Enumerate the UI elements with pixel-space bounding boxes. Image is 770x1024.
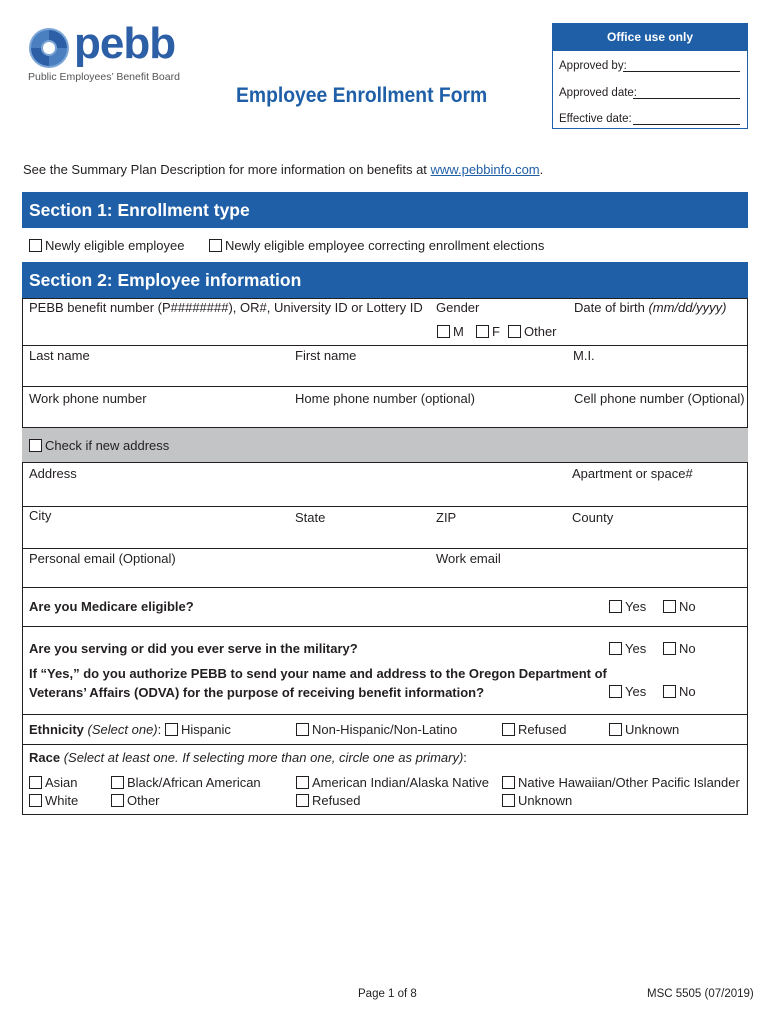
divider <box>22 744 748 745</box>
option-label: Native Hawaiian/Other Pacific Islander <box>518 775 740 790</box>
divider <box>22 548 748 549</box>
military-yes[interactable] <box>609 641 646 656</box>
logo-subtitle: Public Employees’ Benefit Board <box>28 71 180 83</box>
page-title: Employee Enrollment Form <box>236 84 488 107</box>
option-label: Refused <box>518 722 567 737</box>
checkbox[interactable] <box>29 776 42 789</box>
odva-question-line1: If “Yes,” do you authorize PEBB to send your name and address to the Oregon Department of <box>29 666 607 681</box>
option-label: Unknown <box>625 722 680 737</box>
enrollment-newly-eligible[interactable] <box>29 238 184 253</box>
home-phone-label: Home phone number (optional) <box>295 391 475 406</box>
ethnicity-non-hispanic[interactable] <box>296 722 457 737</box>
checkbox[interactable] <box>29 794 42 807</box>
option-label: Non-Hispanic/Non-Latino <box>312 722 458 737</box>
race-native-hawaiian[interactable] <box>502 775 740 790</box>
race-refused[interactable] <box>296 793 360 808</box>
divider <box>22 506 748 507</box>
page-number: Page 1 of 8 <box>358 988 417 1000</box>
option-label: Other <box>127 793 160 808</box>
divider <box>22 714 748 715</box>
option-label: Newly eligible employee <box>45 238 185 253</box>
address-label: Address <box>29 466 77 481</box>
race-other[interactable] <box>111 793 160 808</box>
logo-wordmark: pebb <box>74 19 176 68</box>
race-american-indian[interactable] <box>296 775 489 790</box>
checkbox[interactable] <box>296 723 309 736</box>
divider <box>22 345 748 346</box>
approved-by-label: Approved by: <box>559 60 627 72</box>
option-label: M <box>453 324 464 339</box>
intro-sentence: See the Summary Plan Description for more information on benefits at <box>23 162 431 177</box>
checkbox[interactable] <box>609 723 622 736</box>
ethnicity-hispanic[interactable] <box>165 722 231 737</box>
city-label: City <box>29 508 52 523</box>
option-label: Black/African American <box>127 775 261 790</box>
race-asian[interactable] <box>29 775 78 790</box>
dob-text: Date of birth <box>574 300 645 315</box>
option-label: Unknown <box>518 793 573 808</box>
race-unknown[interactable] <box>502 793 572 808</box>
option-label: F <box>492 324 500 339</box>
section2-header: Section 2: Employee information <box>22 262 748 298</box>
race-label <box>29 750 467 765</box>
checkbox[interactable] <box>609 685 622 698</box>
checkbox[interactable] <box>111 794 124 807</box>
apartment-label: Apartment or space# <box>572 466 693 481</box>
checkbox[interactable] <box>502 794 515 807</box>
checkbox[interactable] <box>476 325 489 338</box>
checkbox[interactable] <box>111 776 124 789</box>
gender-other-option[interactable] <box>508 324 557 339</box>
approved-date-label: Approved date: <box>559 87 638 99</box>
gender-label: Gender <box>436 300 480 315</box>
odva-yes[interactable] <box>609 684 646 699</box>
dob-label <box>574 300 726 315</box>
effective-date-field[interactable] <box>633 124 740 125</box>
work-phone-label: Work phone number <box>29 391 147 406</box>
race-black[interactable] <box>111 775 261 790</box>
checkbox[interactable] <box>508 325 521 338</box>
option-label: White <box>45 793 79 808</box>
checkbox[interactable] <box>502 776 515 789</box>
effective-date-label: Effective date: <box>559 113 632 125</box>
checkbox[interactable] <box>502 723 515 736</box>
option-label: No <box>679 684 696 699</box>
ethnicity-colon: : <box>157 722 162 737</box>
race-title: Race <box>29 750 61 765</box>
zip-label: ZIP <box>436 510 457 525</box>
checkbox[interactable] <box>609 600 622 613</box>
checkbox[interactable] <box>663 685 676 698</box>
pebb-logo-icon <box>27 26 71 70</box>
option-label: Hispanic <box>181 722 231 737</box>
last-name-label: Last name <box>29 348 90 363</box>
gender-m-option[interactable] <box>437 324 464 339</box>
checkbox[interactable] <box>609 642 622 655</box>
option-label: American Indian/Alaska Native <box>312 775 490 790</box>
divider <box>22 626 748 627</box>
section1-header: Section 1: Enrollment type <box>22 192 748 228</box>
new-address-option[interactable] <box>29 438 169 453</box>
mi-label: M.I. <box>573 348 595 363</box>
option-label: Yes <box>625 684 647 699</box>
option-label: Yes <box>625 641 647 656</box>
odva-question-line2: Veterans’ Affairs (ODVA) for the purpose of receiving benefit information? <box>29 685 485 700</box>
approved-date-field[interactable] <box>633 98 740 99</box>
checkbox[interactable] <box>29 239 42 252</box>
medicare-no[interactable] <box>663 599 696 614</box>
intro-period: . <box>539 162 544 177</box>
checkbox[interactable] <box>165 723 178 736</box>
race-colon: : <box>463 750 467 765</box>
state-label: State <box>295 510 326 525</box>
odva-no[interactable] <box>663 684 696 699</box>
ethnicity-title: Ethnicity <box>29 722 84 737</box>
checkbox[interactable] <box>663 642 676 655</box>
ethnicity-unknown[interactable] <box>609 722 679 737</box>
divider <box>22 587 748 588</box>
personal-email-label: Personal email (Optional) <box>29 551 176 566</box>
option-label: Newly eligible employee correcting enrollment elections <box>225 238 545 253</box>
benefit-number-label: PEBB benefit number (P########), OR#, University ID or Lottery ID <box>29 300 423 315</box>
medicare-question: Are you Medicare eligible? <box>29 599 194 614</box>
office-use-box <box>552 23 748 129</box>
gender-f-option[interactable] <box>476 324 500 339</box>
checkbox[interactable] <box>209 239 222 252</box>
checkbox[interactable] <box>437 325 450 338</box>
option-label: Check if new address <box>45 438 170 453</box>
option-label: No <box>679 599 696 614</box>
race-white[interactable] <box>29 793 78 808</box>
ethnicity-refused[interactable] <box>502 722 566 737</box>
ethnicity-label <box>29 722 161 737</box>
intro-text <box>23 162 543 177</box>
checkbox[interactable] <box>296 776 309 789</box>
military-no[interactable] <box>663 641 696 656</box>
military-question: Are you serving or did you ever serve in the military? <box>29 641 358 656</box>
option-label: No <box>679 641 696 656</box>
option-label: Refused <box>312 793 361 808</box>
medicare-yes[interactable] <box>609 599 646 614</box>
office-use-header: Office use only <box>553 24 747 51</box>
county-label: County <box>572 510 614 525</box>
pebbinfo-link[interactable]: www.pebbinfo.com <box>430 162 540 177</box>
cell-phone-label: Cell phone number (Optional) <box>574 391 745 406</box>
option-label: Asian <box>45 775 78 790</box>
dob-format: (mm/dd/yyyy) <box>648 300 727 315</box>
checkbox[interactable] <box>29 439 42 452</box>
checkbox[interactable] <box>663 600 676 613</box>
approved-by-field[interactable] <box>623 71 740 72</box>
form-code: MSC 5505 (07/2019) <box>647 988 754 1000</box>
ethnicity-note: (Select one) <box>87 722 158 737</box>
enrollment-correcting[interactable] <box>209 238 544 253</box>
option-label: Other <box>524 324 557 339</box>
option-label: Yes <box>625 599 647 614</box>
checkbox[interactable] <box>296 794 309 807</box>
first-name-label: First name <box>295 348 357 363</box>
divider <box>22 386 748 387</box>
work-email-label: Work email <box>436 551 501 566</box>
race-note: (Select at least one. If selecting more than one, circle one as primary) <box>63 750 464 765</box>
